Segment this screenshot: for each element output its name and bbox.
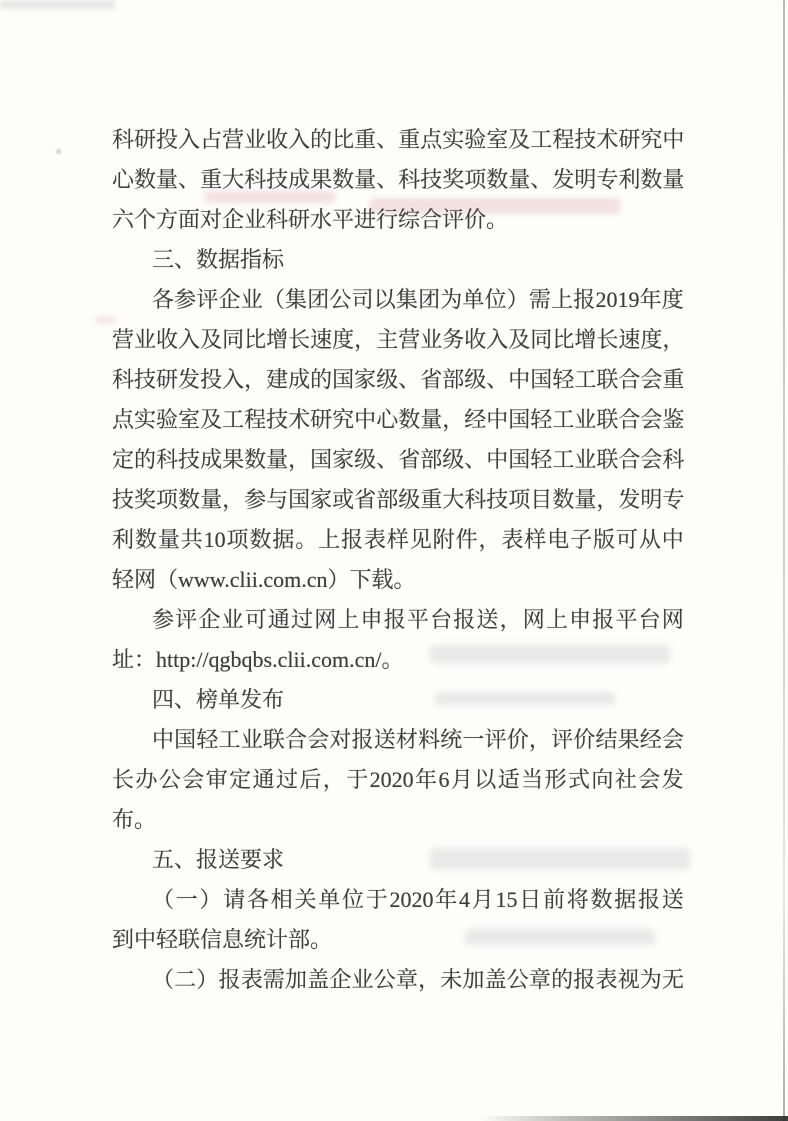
document-body [112,120,684,1000]
text-line: 轻网（www.clii.com.cn）下载。 [112,567,416,592]
text-line: 中 国 轻 工 业 联 合 会 对 报 送 材 料 统 一 评 价 ， 评 价 结 果 经 会 [152,727,684,752]
text-line: 点 实 验 室 及 工 程 技 术 研 究 中 心 数 量 ， 经 中 国 轻 工 业 联 合 会 鉴 [112,407,685,432]
text-line: 长 办 公 会 审 定 通 过 后 ， 于 2020 年 6 月 以 适 当 形 式 向 社 会 发 [112,767,684,792]
text-line: 四、榜单发布 [152,687,285,712]
text-line: 科 技 研 发 投 入 ， 建 成 的 国 家 级 、 省 部 级 、 中 国 轻 工 联 合 会 重 [112,367,685,392]
text-line: 科 研 投 入 占 营 业 收 入 的 比 重 、 重 点 实 验 室 及 工 程 技 术 研 究 中 [112,127,685,152]
text-line: 各 参 评 企 业 （ 集 团 公 司 以 集 团 为 单 位 ） 需 上 报 2019 年 度 [152,287,684,312]
text-line: 技 奖 项 数 量 ， 参 与 国 家 或 省 部 级 重 大 科 技 项 目 数 量 ， 发 明 专 [112,487,685,512]
text-line: 六个方面对企业科研水平进行综合评价。 [112,207,509,232]
scan-smudge-topleft [0,0,115,9]
text-line: 到中轻联信息统计部。 [112,927,333,952]
text-line: 参 评 企 业 可 通 过 网 上 申 报 平 台 报 送 ， 网 上 申 报 平 台 网 [152,607,684,632]
text-line: 布。 [112,807,157,832]
scan-shadow-bottom-edge [480,1116,788,1121]
text-line: （ 二 ） 报 表 需 加 盖 企 业 公 章 ， 未 加 盖 公 章 的 报 表 视 为 无 [152,967,684,992]
text-line: 三、数据指标 [152,247,285,272]
scan-edge-line-right [783,0,785,1121]
text-line: （ 一 ） 请 各 相 关 单 位 于 2020 年 4 月 15 日 前 将 数 据 报 送 [152,887,684,912]
text-line: 址：http://qgbqbs.clii.com.cn/。 [112,647,404,672]
text-line: 五、报送要求 [152,847,285,872]
speck-mark [56,149,61,154]
text-line: 利 数 量 共 10 项 数 据 。 上 报 表 样 见 附 件 ， 表 样 电 子 版 可 从 中 [112,527,684,552]
text-line: 定 的 科 技 成 果 数 量 ， 国 家 级 、 省 部 级 、 中 国 轻 工 业 联 合 会 科 [112,447,685,472]
text-line: 营 业 收 入 及 同 比 增 长 速 度 ， 主 营 业 务 收 入 及 同 比 增 长 速 度 ， [112,327,685,352]
text-line: 心 数 量 、 重 大 科 技 成 果 数 量 、 科 技 奖 项 数 量 、 发 明 专 利 数 量 [112,167,685,192]
